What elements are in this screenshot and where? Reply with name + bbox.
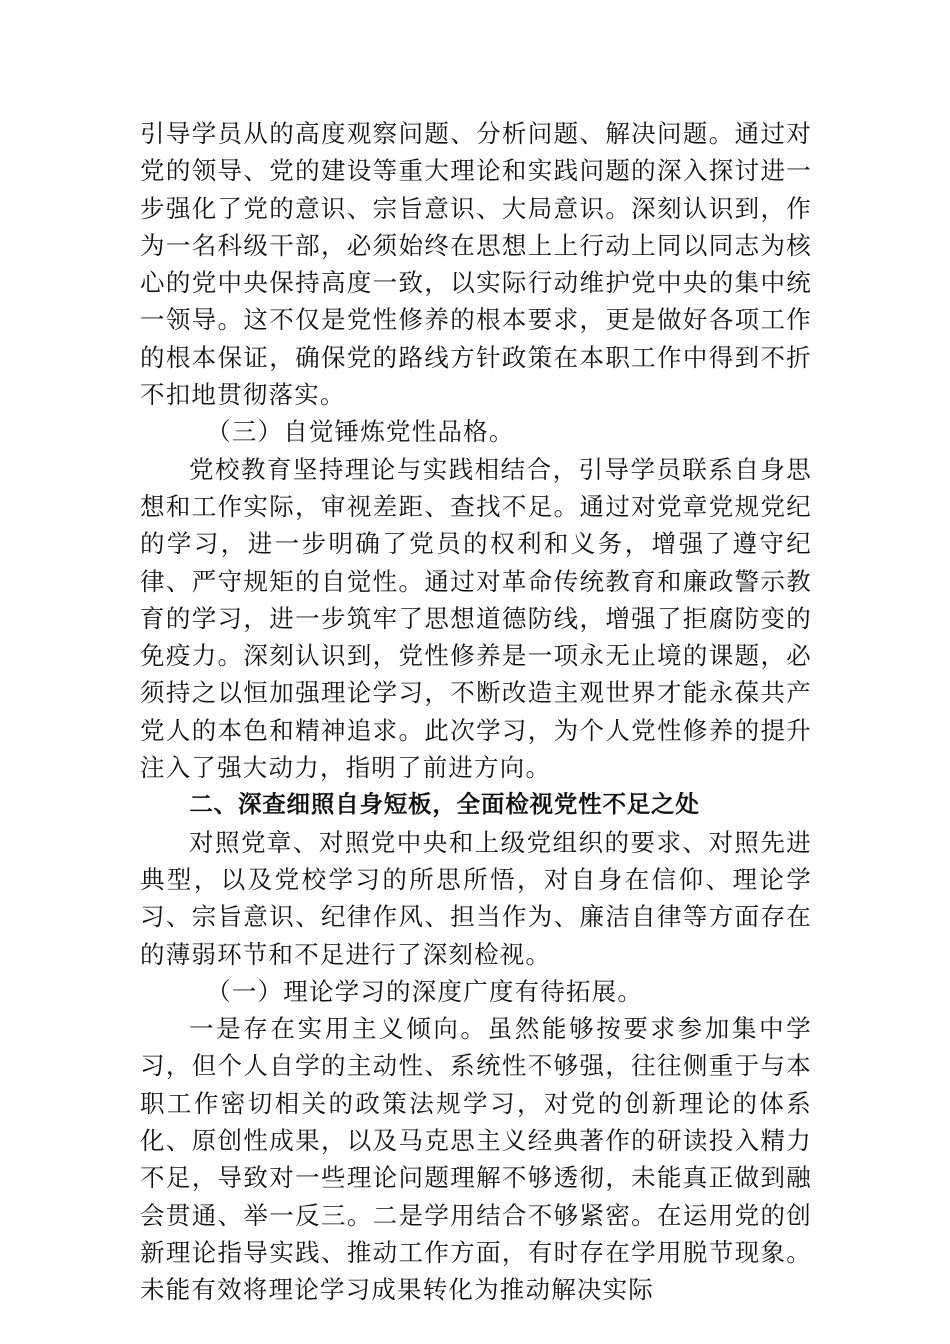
document-page: [140, 115, 812, 1309]
section-heading-two: 二、深查细照自身短板，全面检视党性不足之处: [189, 790, 700, 819]
paragraph-theory-study: 一是存在实用主义倾向。虽然能够按要求参加集中学习，但个人自学的主动性、系统性不够强，往往侧重于与本职工作密切相关的政策法规学习，对党的创新理论的体系化、原创性成果，以及马克思主义经典著作的研读投入精力不足，导致对一些理论问题理解不够透彻，未能真正做到融会贯通、举一反三。二是学用结合不够紧密。在运用党的创新理论指导实践、推动工作方面，有时存在学用脱节现象。未能有效将理论学习成果转化为推动解决实际: [140, 1014, 812, 1305]
paragraph-party-school: 党校教育坚持理论与实践相结合，引导学员联系自身思想和工作实际，审视差距、查找不足。通过对党章党规党纪的学习，进一步明确了党员的权利和义务，增强了遵守纪律、严守规矩的自觉性。通过对革命传统教育和廉政警示教育的学习，进一步筑牢了思想道德防线，增强了拒腐防变的免疫力。深刻认识到，党性修养是一项永无止境的课题，必须持之以恒加强理论学习，不断改造主观世界才能永葆共产党人的本色和精神追求。此次学习，为个人党性修养的提升注入了强大动力，指明了前进方向。: [140, 454, 812, 783]
subheading-three: （三）自觉锤炼党性品格。: [206, 417, 515, 447]
paragraph-self-check: 对照党章、对照党中央和上级党组织的要求、对照先进典型，以及党校学习的所思所悟，对自身在信仰、理论学习、宗旨意识、纪律作风、担当作为、廉洁自律等方面存在的薄弱环节和不足进行了深刻检视。: [140, 827, 812, 969]
subheading-one: （一）理论学习的深度广度有待拓展。: [206, 976, 644, 1006]
paragraph-continuation: 引导学员从的高度观察问题、分析问题、解决问题。通过对党的领导、党的建设等重大理论和实践问题的深入探讨进一步强化了党的意识、宗旨意识、大局意识。深刻认识到，作为一名科级干部，必须始终在思想上上行动上同以同志为核心的党中央保持高度一致，以实际行动维护党中央的集中统一领导。这不仅是党性修养的根本要求，更是做好各项工作的根本保证，确保党的路线方针政策在本职工作中得到不折不扣地贯彻落实。: [140, 119, 812, 410]
